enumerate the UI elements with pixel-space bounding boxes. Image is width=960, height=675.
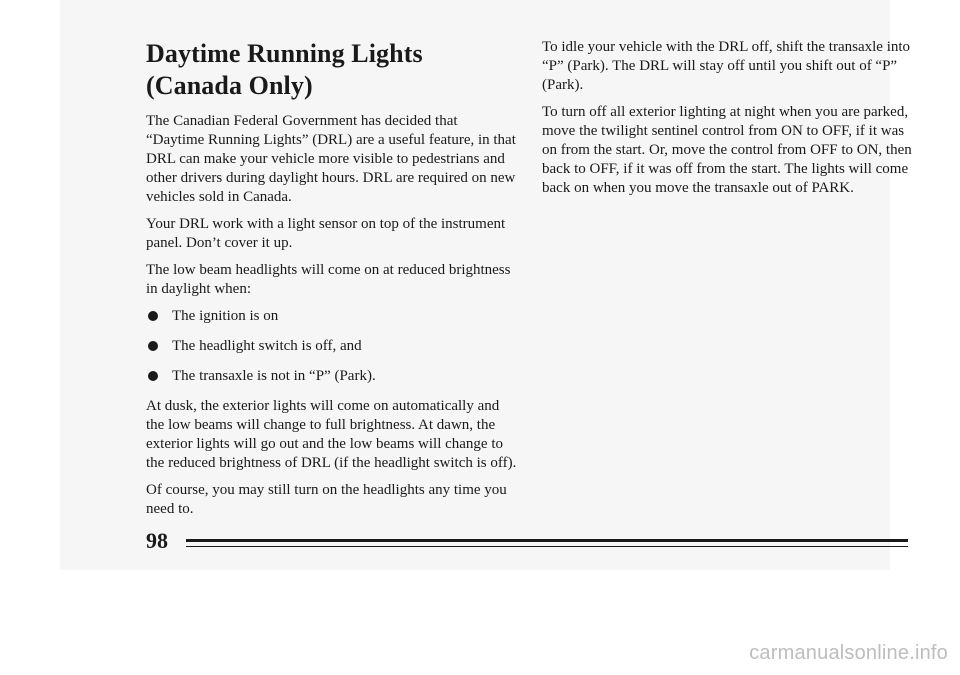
paragraph-idle-vehicle: To idle your vehicle with the DRL off, shift the transaxle into “P” (Park). The DRL will stay off until you shift out of “P” (Park).: [542, 39, 911, 93]
right-column: [542, 38, 922, 206]
left-column: [146, 38, 518, 527]
watermark: carmanualsonline.info: [749, 642, 948, 664]
paragraph-drl-intro: The Canadian Federal Government has decided that “Daytime Running Lights” (DRL) are a useful feature, in that DRL can make your vehicle more visible to pedestrians and other drivers during daylight hours. DRL are required on new vehicles sold in Canada.: [146, 113, 516, 205]
section-title: [146, 38, 518, 102]
footer-rule-thin: [186, 546, 908, 547]
list-item: [146, 307, 518, 326]
paragraph-turn-off-lighting: To turn off all exterior lighting at night when you are parked, move the twilight sentinel control from ON to OFF, if it was on from the start. Or, move the control from OFF to ON, then back to OFF, if it was off from the start. The lights will come back on when you move the transaxle out of PARK.: [542, 104, 912, 196]
page-footer: [146, 526, 908, 556]
condition-list: [146, 307, 518, 386]
title-line-1: Daytime Running Lights: [146, 39, 423, 68]
list-item: [146, 367, 518, 386]
list-item: [146, 337, 518, 356]
manual-page: [60, 0, 912, 570]
paragraph-headlights-anytime: Of course, you may still turn on the headlights any time you need to.: [146, 482, 507, 517]
list-item-text: The headlight switch is off, and: [172, 338, 362, 354]
paragraph-light-sensor: Your DRL work with a light sensor on top of the instrument panel. Don’t cover it up.: [146, 216, 506, 251]
list-item-text: The transaxle is not in “P” (Park).: [172, 368, 376, 384]
paragraph-dusk-dawn: At dusk, the exterior lights will come on automatically and the low beams will change to full brightness. At dawn, the exterior lights will go out and the low beams will change to the reduced brightness of DRL (if the headlight switch is off).: [146, 398, 517, 471]
bullet-icon: [148, 371, 158, 381]
footer-rule-thick: [186, 539, 908, 542]
list-item-text: The ignition is on: [172, 308, 279, 324]
bullet-icon: [148, 311, 158, 321]
title-line-2: (Canada Only): [146, 71, 313, 100]
paragraph-low-beam: The low beam headlights will come on at reduced brightness in daylight when:: [146, 262, 511, 297]
page-number: 98: [146, 528, 168, 553]
bullet-icon: [148, 341, 158, 351]
